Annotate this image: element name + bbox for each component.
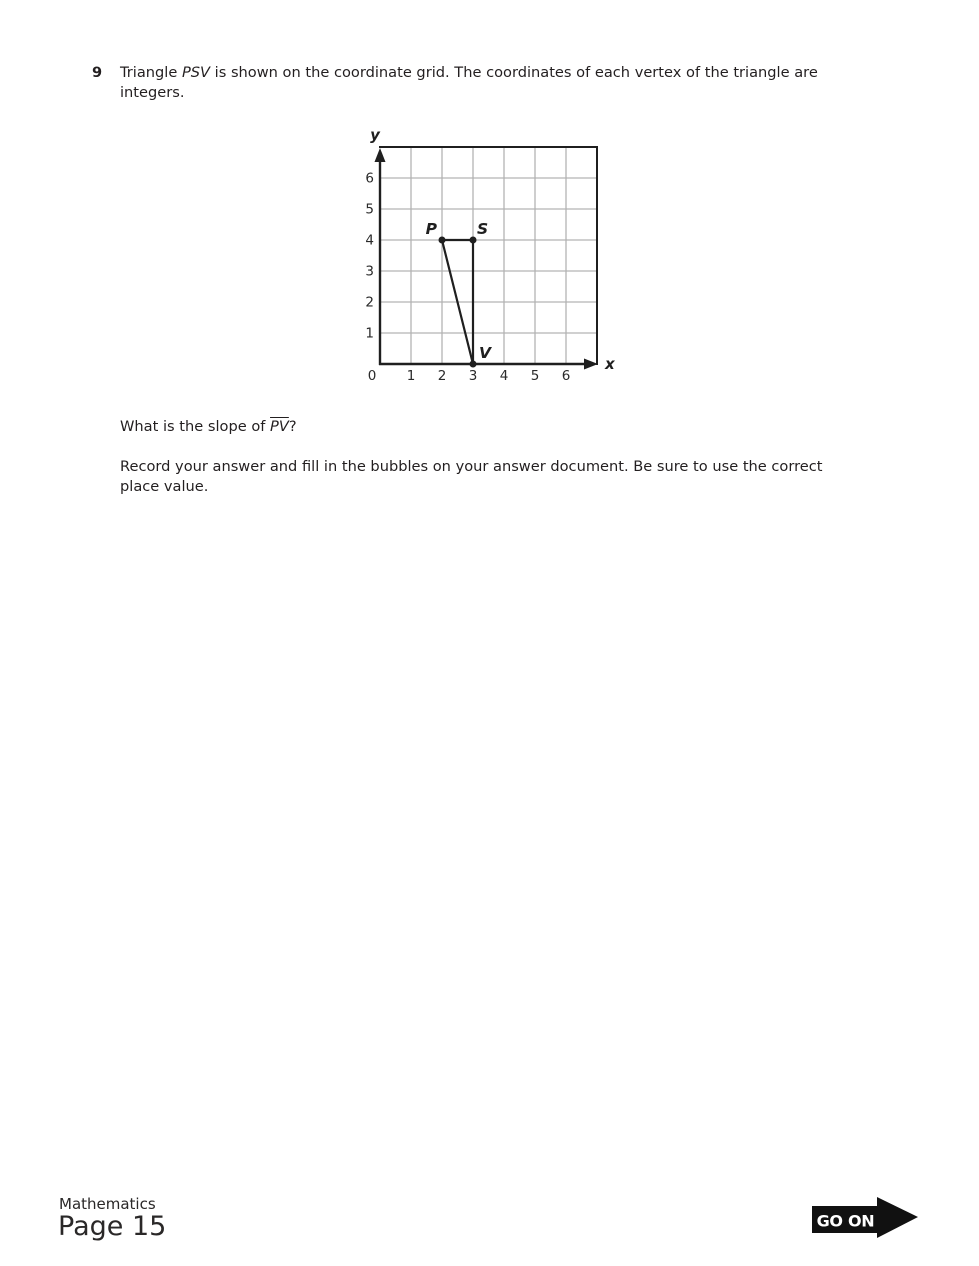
y-tick-label: 2 — [365, 294, 374, 311]
go-on-arrow-icon — [877, 1197, 918, 1238]
vertex-dot-V — [470, 361, 477, 368]
footer-page-number: Page 15 — [58, 1211, 167, 1242]
vertex-label-V: V — [479, 344, 491, 362]
y-axis-label: y — [370, 126, 380, 144]
triangle-name: PSV — [181, 64, 211, 81]
x-tick-label: 5 — [530, 368, 540, 384]
vertex-label-S: S — [477, 220, 489, 238]
coordinate-grid-figure — [352, 122, 624, 390]
x-tick-label: 2 — [437, 368, 447, 384]
x-tick-label: 6 — [561, 368, 571, 384]
segment-pv-overline: $\overline{PV}$ — [270, 418, 289, 435]
footer-subject-label: Mathematics — [59, 1195, 156, 1213]
question-prompt — [120, 63, 872, 103]
slope-question-suffix: ? — [288, 418, 297, 435]
prompt-text-end: is shown on the coordinate grid. The coordinates of each vertex of the triangle are integers. — [120, 64, 818, 101]
y-tick-label: 5 — [365, 201, 374, 218]
origin-tick-label: 0 — [367, 368, 377, 384]
x-tick-label: 1 — [406, 368, 416, 384]
go-on-svg — [810, 1193, 925, 1241]
y-tick-label: 1 — [365, 325, 374, 342]
y-tick-label: 4 — [365, 232, 374, 249]
y-tick-label: 6 — [365, 170, 374, 187]
slope-question — [120, 417, 297, 437]
x-tick-label: 3 — [468, 368, 478, 384]
go-on-label: GO ON — [816, 1211, 875, 1231]
vertex-dot-P — [439, 237, 446, 244]
vertex-dot-S — [470, 237, 477, 244]
x-axis-label: x — [605, 355, 615, 373]
slope-question-prefix: What is the slope of — [120, 418, 271, 435]
x-axis-arrowhead — [584, 359, 598, 370]
go-on-badge — [810, 1193, 925, 1241]
vertex-label-P: P — [425, 220, 437, 238]
y-tick-label: 3 — [365, 263, 374, 280]
prompt-text-start: Triangle — [120, 64, 182, 81]
grid-svg — [352, 122, 624, 390]
question-number: 9 — [92, 64, 103, 81]
y-axis-arrowhead — [375, 148, 386, 162]
x-tick-label: 4 — [499, 368, 509, 384]
answer-instructions: Record your answer and fill in the bubbles on your answer document. Be sure to use the correct place value. — [120, 458, 823, 495]
